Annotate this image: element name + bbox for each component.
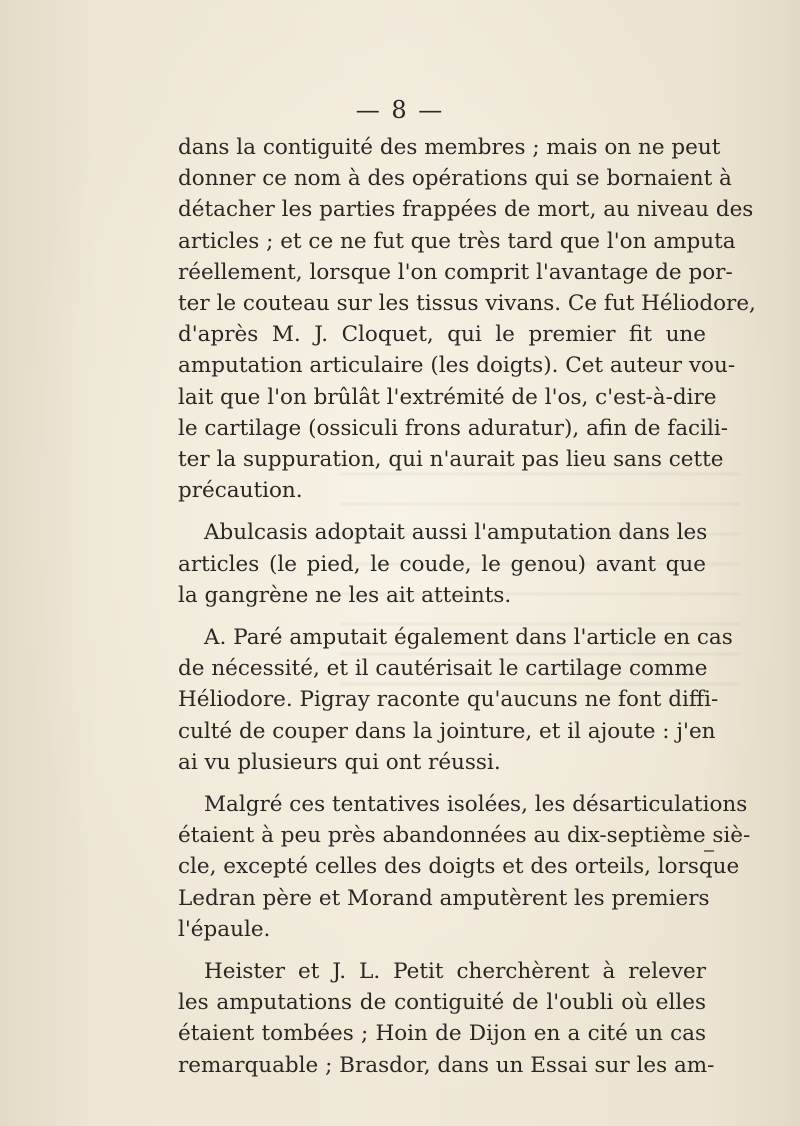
text-line: de nécessité, et il cautérisait le cartilage comme: [178, 656, 708, 682]
text-line: détacher les parties frappées de mort, au niveau des: [178, 197, 754, 223]
text-line: d'après M. J. Cloquet, qui le premier fit une: [178, 322, 706, 348]
text-line: Heister et J. L. Petit cherchèrent à relever: [204, 959, 706, 985]
text-line: Abulcasis adoptait aussi l'amputation dans les: [204, 520, 708, 546]
text-line: précaution.: [178, 478, 303, 504]
text-line: ai vu plusieurs qui ont réussi.: [178, 749, 501, 775]
text-line: amputation articulaire (les doigts). Cet auteur vou-: [178, 353, 736, 379]
text-line: remarquable ; Brasdor, dans un Essai sur les am-: [178, 1052, 715, 1078]
paragraph: [178, 789, 751, 945]
paragraph: [178, 132, 756, 506]
text-line: articles (le pied, le coude, le genou) avant que: [178, 551, 706, 577]
text-line: Héliodore. Pigray raconte qu'aucuns ne font diffi-: [178, 687, 719, 713]
text-line: étaient à peu près abandonnées au dix-septième siè-: [178, 823, 751, 849]
text-line: dans la contiguité des membres ; mais on ne peut: [178, 135, 721, 160]
paragraph: [178, 517, 706, 611]
text-line: l'épaule.: [178, 916, 271, 942]
text-line: réellement, lorsque l'on comprit l'avantage de por-: [178, 259, 733, 285]
text-line: ter la suppuration, qui n'aurait pas lieu sans cette: [178, 447, 724, 473]
text-line: articles ; et ce ne fut que très tard que l'on amputa: [178, 228, 736, 254]
text-line: lait que l'on brûlât l'extrémité de l'os, c'est-à-dire: [178, 384, 717, 410]
text-line: le cartilage (ossiculi frons aduratur), afin de facili-: [178, 415, 728, 441]
text-line: ter le couteau sur les tissus vivans. Ce fut Héliodore,: [178, 291, 756, 317]
text-line: étaient tombées ; Hoin de Dijon en a cité un cas: [178, 1021, 706, 1047]
text-line: cle, excepté celles des doigts et des orteils, lorsque: [178, 854, 740, 880]
paragraph: [178, 956, 715, 1081]
paragraph: [178, 622, 733, 778]
text-line: donner ce nom à des opérations qui se bornaient à: [178, 166, 732, 192]
page-number: — 8 —: [355, 96, 445, 124]
page-body: [178, 132, 756, 1081]
text-line: les amputations de contiguité de l'oubli où elles: [178, 990, 706, 1016]
text-line: culté de couper dans la jointure, et il ajoute : j'en: [178, 718, 716, 744]
text-line: A. Paré amputait également dans l'article en cas: [204, 625, 733, 651]
text-line: Malgré ces tentatives isolées, les désarticulations: [204, 792, 748, 818]
text-line: Ledran père et Morand amputèrent les premiers: [178, 885, 710, 911]
text-line: la gangrène ne les ait atteints.: [178, 582, 512, 608]
